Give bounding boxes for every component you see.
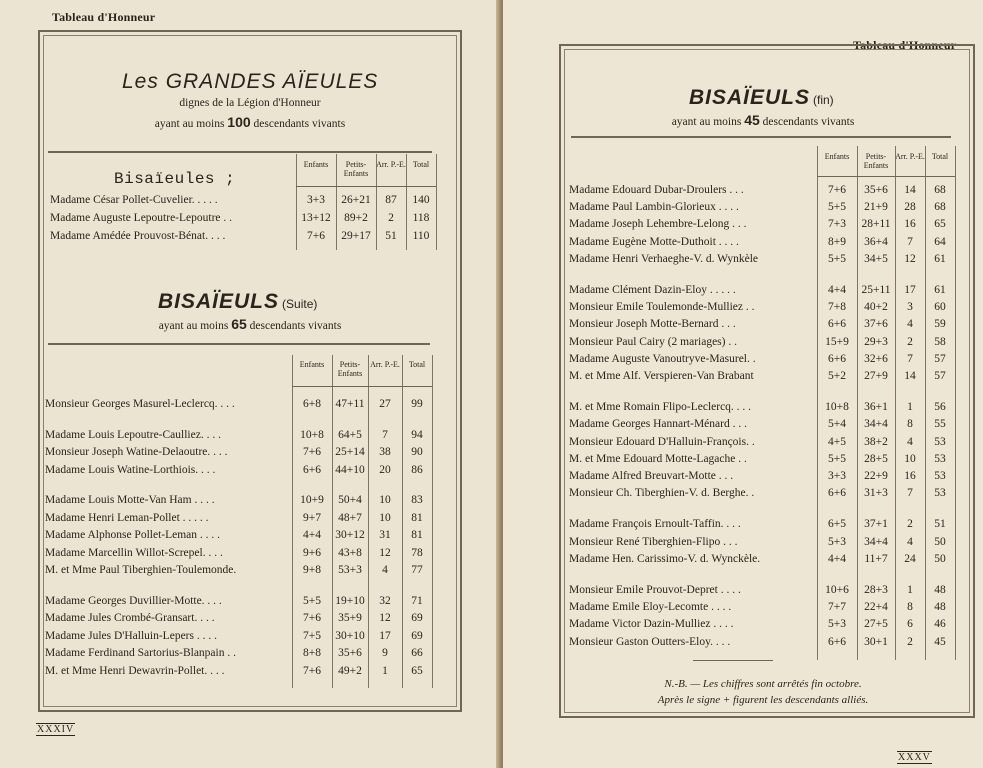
note-line-1: N.-B. — Les chiffres sont arrêtés fin octobre. bbox=[664, 678, 862, 690]
entry-petits: 89+2 bbox=[344, 212, 368, 224]
entry-petits: 64+5 bbox=[338, 428, 362, 441]
entry-name: Monsieur Joseph Motte-Bernard . . . bbox=[569, 318, 736, 331]
entry-total: 81 bbox=[411, 511, 423, 524]
entry-total: 68 bbox=[934, 184, 946, 196]
entry-arr: 7 bbox=[907, 235, 913, 248]
entry-name: M. et Mme Romain Flipo-Leclercq. . . . bbox=[569, 401, 752, 414]
entry-arr: 4 bbox=[382, 564, 388, 576]
entry-name: Monsieur Georges Masurel-Leclercq. . . . bbox=[45, 398, 235, 410]
table-row bbox=[0, 509, 432, 527]
section1-top-rule bbox=[48, 151, 432, 153]
table-row bbox=[503, 398, 955, 416]
entry-total: 60 bbox=[934, 301, 946, 314]
entry-arr: 17 bbox=[904, 284, 916, 296]
entry-arr: 6 bbox=[907, 618, 913, 631]
entry-name: Madame Louis Motte-Van Ham . . . . bbox=[45, 494, 215, 506]
entry-petits: 31+3 bbox=[864, 487, 888, 500]
entry-petits: 34+4 bbox=[864, 418, 888, 431]
entry-petits: 47+11 bbox=[335, 398, 365, 410]
entry-arr: 20 bbox=[379, 463, 391, 476]
entry-petits: 38+2 bbox=[864, 435, 888, 448]
entry-total: 99 bbox=[411, 398, 423, 410]
entry-arr: 12 bbox=[904, 252, 916, 265]
entry-enfants: 4+5 bbox=[828, 435, 846, 448]
entry-name: Monsieur Emile Prouvot-Depret . . . . bbox=[569, 584, 741, 596]
table-row bbox=[503, 633, 955, 651]
entry-name: Monsieur Ch. Tiberghien-V. d. Berghe. . bbox=[569, 487, 755, 500]
entry-enfants: 6+6 bbox=[828, 487, 846, 500]
table-row bbox=[503, 233, 955, 251]
entry-arr: 51 bbox=[385, 230, 397, 242]
entry-name: Madame Auguste Vanoutryve-Masurel. . bbox=[569, 352, 756, 365]
entry-arr: 7 bbox=[382, 428, 388, 441]
entry-enfants: 7+8 bbox=[828, 301, 846, 314]
entry-petits: 27+5 bbox=[864, 618, 888, 631]
entry-name: Madame Jules Crombé-Gransart. . . . bbox=[45, 612, 215, 624]
entry-name: Madame Louis Watine-Lorthiois. . . . bbox=[45, 463, 216, 476]
entry-name: Madame Amédée Prouvost-Bénat. . . . bbox=[50, 230, 226, 242]
entry-total: 64 bbox=[934, 235, 946, 248]
entry-enfants: 13+12 bbox=[301, 212, 331, 224]
entry-enfants: 5+5 bbox=[828, 201, 846, 214]
entry-petits: 22+4 bbox=[864, 601, 888, 614]
entry-name: M. et Mme Alf. Verspieren-Van Brabant bbox=[569, 370, 754, 382]
entry-enfants: 7+6 bbox=[828, 184, 846, 196]
entry-enfants: 3+3 bbox=[828, 470, 846, 482]
entry-name: Madame Louis Lepoutre-Caulliez. . . . bbox=[45, 428, 221, 441]
entry-enfants: 10+6 bbox=[825, 584, 849, 596]
entry-petits: 43+8 bbox=[338, 546, 362, 559]
entry-name: Madame César Pollet-Cuvelier. . . . . bbox=[50, 194, 218, 206]
entry-enfants: 10+9 bbox=[300, 494, 324, 506]
entry-petits: 48+7 bbox=[338, 511, 362, 524]
table-row bbox=[0, 526, 432, 544]
entry-petits: 34+4 bbox=[864, 535, 888, 548]
entry-total: 53 bbox=[934, 452, 946, 465]
table-row bbox=[503, 415, 955, 433]
table-row bbox=[0, 644, 432, 662]
entry-total: 48 bbox=[934, 601, 946, 614]
table-row bbox=[503, 550, 955, 568]
entry-arr: 17 bbox=[379, 629, 391, 642]
entry-petits: 29+3 bbox=[864, 335, 888, 348]
entry-name: Madame Ferdinand Sartorius-Blanpain . . bbox=[45, 647, 236, 659]
entry-name: Monsieur Edouard D'Halluin-François. . bbox=[569, 435, 755, 448]
entry-total: 45 bbox=[934, 635, 946, 648]
entry-total: 55 bbox=[934, 418, 946, 431]
entry-name: Madame Georges Hannart-Ménard . . . bbox=[569, 418, 747, 431]
entry-total: 57 bbox=[934, 352, 946, 365]
column-header-total: Total bbox=[412, 160, 430, 169]
entry-total: 86 bbox=[411, 463, 423, 476]
entry-enfants: 7+6 bbox=[303, 446, 321, 458]
entry-total: 81 bbox=[411, 529, 423, 541]
entry-name: Madame Hen. Carissimo-V. d. Wynckèle. bbox=[569, 552, 761, 565]
column-header-petits: Petits-Enfants bbox=[337, 360, 363, 378]
entry-petits: 53+3 bbox=[338, 564, 362, 576]
entry-total: 46 bbox=[934, 618, 946, 631]
column-header-enfants: Enfants bbox=[299, 360, 325, 369]
entry-arr: 2 bbox=[907, 518, 913, 531]
entry-name: Madame Clément Dazin-Eloy . . . . . bbox=[569, 284, 736, 296]
table-row bbox=[503, 281, 955, 299]
entry-enfants: 9+8 bbox=[303, 564, 321, 576]
entry-petits: 49+2 bbox=[338, 664, 362, 677]
entry-total: 90 bbox=[411, 446, 423, 458]
entry-petits: 44+10 bbox=[335, 463, 365, 476]
entry-enfants: 15+9 bbox=[825, 335, 849, 348]
column-header-arr: Arr. P.-E. bbox=[376, 160, 406, 169]
entry-total: 78 bbox=[411, 546, 423, 559]
entry-enfants: 7+5 bbox=[303, 629, 321, 642]
entry-name: Madame Marcellin Willot-Screpel. . . . bbox=[45, 546, 223, 559]
entry-petits: 37+6 bbox=[864, 318, 888, 331]
entry-arr: 3 bbox=[907, 301, 913, 314]
entry-enfants: 10+8 bbox=[825, 401, 849, 414]
table-row bbox=[0, 491, 432, 509]
entry-enfants: 5+5 bbox=[303, 594, 321, 607]
table-row bbox=[0, 662, 432, 680]
entry-enfants: 5+3 bbox=[828, 618, 846, 631]
entry-name: Madame Edouard Dubar-Droulers . . . bbox=[569, 184, 744, 196]
entry-total: 53 bbox=[934, 470, 946, 482]
entry-petits: 25+14 bbox=[335, 446, 365, 458]
table-row bbox=[503, 515, 955, 533]
header-rule bbox=[817, 176, 955, 177]
entry-petits: 30+10 bbox=[335, 629, 365, 642]
entry-arr: 9 bbox=[382, 647, 388, 659]
entry-arr: 31 bbox=[379, 529, 391, 541]
entry-name: M. et Mme Edouard Motte-Lagache . . bbox=[569, 452, 747, 465]
entry-arr: 1 bbox=[382, 664, 388, 677]
table-row bbox=[0, 609, 432, 627]
column-header-arr: Arr. P.-E. bbox=[370, 360, 400, 369]
bisaieuls-fin-title: BISAÏEULS (fin) bbox=[689, 86, 834, 109]
entry-arr: 14 bbox=[904, 184, 916, 196]
entry-petits: 35+6 bbox=[338, 647, 362, 659]
left-header: Tableau d'Honneur bbox=[52, 10, 156, 24]
header-rule bbox=[292, 386, 432, 387]
entry-total: 71 bbox=[411, 594, 423, 607]
entry-arr: 2 bbox=[388, 212, 394, 224]
table-row bbox=[0, 395, 432, 413]
entry-petits: 36+1 bbox=[864, 401, 888, 414]
entry-arr: 8 bbox=[907, 418, 913, 431]
entry-enfants: 6+6 bbox=[828, 318, 846, 331]
entry-enfants: 7+7 bbox=[828, 601, 846, 614]
bisaieules-heading: Bisaïeules ; bbox=[114, 170, 236, 188]
entry-total: 56 bbox=[934, 401, 946, 414]
column-header-enfants: Enfants bbox=[303, 160, 329, 169]
entry-total: 59 bbox=[934, 318, 946, 331]
note-rule bbox=[693, 660, 773, 661]
entry-arr: 2 bbox=[907, 335, 913, 348]
entry-arr: 38 bbox=[379, 446, 391, 458]
entry-arr: 8 bbox=[907, 601, 913, 614]
entry-arr: 10 bbox=[904, 452, 916, 465]
entry-name: Madame Henri Leman-Pollet . . . . . bbox=[45, 511, 209, 524]
entry-enfants: 7+6 bbox=[303, 664, 321, 677]
entry-total: 65 bbox=[411, 664, 423, 677]
entry-petits: 19+10 bbox=[335, 594, 365, 607]
table-row bbox=[503, 615, 955, 633]
table-row bbox=[503, 350, 955, 368]
entry-name: Madame Georges Duvillier-Motte. . . . bbox=[45, 594, 222, 607]
entry-enfants: 3+3 bbox=[307, 194, 325, 206]
entry-petits: 34+5 bbox=[864, 252, 888, 265]
entry-enfants: 4+4 bbox=[303, 529, 321, 541]
table-row bbox=[0, 627, 432, 645]
column-rule bbox=[432, 355, 433, 688]
table-row bbox=[503, 581, 955, 599]
entry-arr: 14 bbox=[904, 370, 916, 382]
entry-petits: 50+4 bbox=[338, 494, 362, 506]
entry-enfants: 6+6 bbox=[828, 635, 846, 648]
entry-name: Madame Alphonse Pollet-Leman . . . . bbox=[45, 529, 221, 541]
entry-arr: 28 bbox=[904, 201, 916, 214]
entry-name: Madame Joseph Lehembre-Lelong . . . bbox=[569, 218, 747, 231]
table-row bbox=[0, 544, 432, 562]
entry-petits: 21+9 bbox=[864, 201, 888, 214]
entry-name: Madame Jules D'Halluin-Lepers . . . . bbox=[45, 629, 217, 642]
table-row bbox=[503, 467, 955, 485]
table-row bbox=[503, 598, 955, 616]
table-row bbox=[503, 533, 955, 551]
right-page bbox=[503, 0, 983, 768]
column-rule bbox=[955, 146, 956, 660]
entry-total: 58 bbox=[934, 335, 946, 348]
entry-arr: 87 bbox=[385, 194, 397, 206]
entry-total: 65 bbox=[934, 218, 946, 231]
header-rule bbox=[296, 186, 436, 187]
entry-name: Madame Henri Verhaeghe-V. d. Wynkèle bbox=[569, 252, 758, 265]
right-page-number: XXXV bbox=[898, 752, 931, 763]
entry-petits: 40+2 bbox=[864, 301, 888, 314]
table-row bbox=[0, 443, 432, 461]
grandes-aieules-title: Les GRANDES AÏEULES bbox=[122, 70, 379, 93]
entry-petits: 36+4 bbox=[864, 235, 888, 248]
entry-enfants: 6+6 bbox=[303, 463, 321, 476]
column-header-petits: Petits-Enfants bbox=[343, 160, 369, 178]
entry-total: 118 bbox=[412, 212, 430, 224]
entry-name: M. et Mme Paul Tiberghien-Toulemonde. bbox=[45, 564, 237, 576]
entry-petits: 11+7 bbox=[864, 552, 888, 565]
entry-arr: 16 bbox=[904, 470, 916, 482]
entry-enfants: 6+6 bbox=[828, 352, 846, 365]
entry-name: Madame Victor Dazin-Mulliez . . . . bbox=[569, 618, 734, 631]
entry-arr: 12 bbox=[379, 612, 391, 624]
entry-arr: 4 bbox=[907, 318, 913, 331]
table-row bbox=[503, 198, 955, 216]
note-line-2: Après le signe + figurent les descendants alliés. bbox=[657, 694, 869, 706]
entry-petits: 28+5 bbox=[864, 452, 888, 465]
table-row bbox=[503, 333, 955, 351]
entry-arr: 32 bbox=[379, 594, 391, 607]
entry-petits: 35+6 bbox=[864, 184, 888, 196]
grandes-aieules-subtitle-1: dignes de la Légion d'Honneur bbox=[179, 97, 321, 109]
entry-petits: 28+3 bbox=[864, 584, 888, 596]
table-row bbox=[503, 181, 955, 199]
table-row bbox=[0, 592, 432, 610]
entry-arr: 1 bbox=[907, 584, 913, 596]
column-header-total: Total bbox=[408, 360, 426, 369]
entry-enfants: 5+4 bbox=[828, 418, 846, 431]
table-row bbox=[503, 367, 955, 385]
entry-arr: 4 bbox=[907, 535, 913, 548]
entry-total: 57 bbox=[934, 370, 946, 382]
entry-petits: 29+17 bbox=[341, 230, 371, 242]
entry-total: 50 bbox=[934, 552, 946, 565]
entry-arr: 7 bbox=[907, 352, 913, 365]
entry-arr: 24 bbox=[904, 552, 916, 565]
table-row bbox=[503, 250, 955, 268]
entry-name: Madame Paul Lambin-Glorieux . . . . bbox=[569, 201, 739, 214]
table-row bbox=[503, 484, 955, 502]
entry-petits: 27+9 bbox=[864, 370, 888, 382]
entry-total: 110 bbox=[412, 230, 430, 242]
entry-enfants: 7+6 bbox=[307, 230, 325, 242]
table-row bbox=[0, 191, 436, 209]
entry-enfants: 9+7 bbox=[303, 511, 321, 524]
entry-name: Madame François Ernoult-Taffin. . . . bbox=[569, 518, 741, 531]
entry-total: 51 bbox=[934, 518, 946, 531]
entry-petits: 26+21 bbox=[341, 194, 371, 206]
entry-total: 53 bbox=[934, 435, 946, 448]
entry-enfants: 5+5 bbox=[828, 452, 846, 465]
entry-arr: 1 bbox=[907, 401, 913, 414]
entry-total: 53 bbox=[934, 487, 946, 500]
entry-total: 69 bbox=[411, 629, 423, 642]
entry-name: M. et Mme Henri Dewavrin-Pollet. . . . bbox=[45, 664, 225, 677]
entry-enfants: 8+9 bbox=[828, 235, 846, 248]
entry-total: 77 bbox=[411, 564, 423, 576]
entry-name: Monsieur Paul Cairy (2 mariages) . . bbox=[569, 335, 737, 348]
right-header: Tableau d'Honneur bbox=[853, 38, 957, 52]
entry-petits: 25+11 bbox=[861, 284, 891, 296]
table-row bbox=[0, 209, 436, 227]
table-row bbox=[0, 426, 432, 444]
entry-enfants: 4+4 bbox=[828, 284, 846, 296]
entry-arr: 10 bbox=[379, 494, 391, 506]
table-row bbox=[503, 433, 955, 451]
bisaieuls-suite-subtitle: ayant au moins 65 descendants vivants bbox=[158, 316, 342, 332]
entry-total: 61 bbox=[934, 252, 946, 265]
entry-enfants: 7+3 bbox=[828, 218, 846, 231]
left-page-number: XXXIV bbox=[37, 724, 75, 735]
entry-total: 69 bbox=[411, 612, 423, 624]
right-table-top-rule bbox=[571, 136, 951, 138]
entry-arr: 27 bbox=[379, 398, 391, 410]
entry-name: Monsieur Emile Toulemonde-Mulliez . . bbox=[569, 301, 755, 314]
column-header-petits: Petits-Enfants bbox=[863, 152, 889, 170]
entry-petits: 22+9 bbox=[864, 470, 888, 482]
entry-enfants: 5+5 bbox=[828, 252, 846, 265]
entry-arr: 7 bbox=[907, 487, 913, 500]
entry-arr: 16 bbox=[904, 218, 916, 231]
entry-petits: 37+1 bbox=[864, 518, 888, 531]
entry-enfants: 7+6 bbox=[303, 612, 321, 624]
entry-enfants: 10+8 bbox=[300, 428, 324, 441]
entry-petits: 28+11 bbox=[861, 218, 891, 231]
entry-name: Madame Eugène Motte-Duthoit . . . . bbox=[569, 235, 739, 248]
entry-arr: 4 bbox=[907, 435, 913, 448]
table-row bbox=[503, 298, 955, 316]
table-row bbox=[503, 315, 955, 333]
entry-arr: 12 bbox=[379, 546, 391, 559]
entry-petits: 30+12 bbox=[335, 529, 365, 541]
column-rule bbox=[436, 154, 437, 250]
column-header-arr: Arr. P.-E. bbox=[895, 152, 925, 161]
entry-enfants: 6+8 bbox=[303, 398, 321, 410]
entry-total: 68 bbox=[934, 201, 946, 214]
entry-enfants: 6+5 bbox=[828, 518, 846, 531]
entry-petits: 35+9 bbox=[338, 612, 362, 624]
entry-name: Monsieur Joseph Watine-Delaoutre. . . . bbox=[45, 446, 228, 458]
entry-arr: 10 bbox=[379, 511, 391, 524]
table-row bbox=[0, 561, 432, 579]
table-row bbox=[0, 227, 436, 245]
entry-total: 50 bbox=[934, 535, 946, 548]
entry-total: 61 bbox=[934, 284, 946, 296]
entry-total: 48 bbox=[934, 584, 946, 596]
entry-petits: 30+1 bbox=[864, 635, 888, 648]
grandes-aieules-subtitle-2: ayant au moins 100 descendants vivants bbox=[154, 114, 346, 130]
entry-enfants: 8+8 bbox=[303, 647, 321, 659]
entry-name: Madame Alfred Breuvart-Motte . . . bbox=[569, 470, 734, 482]
column-header-total: Total bbox=[931, 152, 949, 161]
entry-enfants: 9+6 bbox=[303, 546, 321, 559]
entry-arr: 2 bbox=[907, 635, 913, 648]
entry-enfants: 4+4 bbox=[828, 552, 846, 565]
entry-petits: 32+6 bbox=[864, 352, 888, 365]
entry-name: Madame Emile Eloy-Lecomte . . . . bbox=[569, 601, 732, 614]
table-row bbox=[503, 215, 955, 233]
table-row bbox=[503, 450, 955, 468]
section2-top-rule bbox=[48, 343, 430, 345]
bisaieuls-fin-subtitle: ayant au moins 45 descendants vivants bbox=[671, 112, 855, 128]
entry-total: 94 bbox=[411, 428, 423, 441]
entry-total: 66 bbox=[411, 647, 423, 659]
bisaieuls-suite-title: BISAÏEULS (Suite) bbox=[158, 290, 318, 313]
entry-total: 83 bbox=[411, 494, 423, 506]
entry-total: 140 bbox=[412, 194, 430, 206]
column-header-enfants: Enfants bbox=[824, 152, 850, 161]
entry-name: Monsieur Gaston Outters-Eloy. . . . bbox=[569, 635, 731, 648]
table-row bbox=[0, 461, 432, 479]
entry-name: Madame Auguste Lepoutre-Lepoutre . . bbox=[50, 212, 233, 224]
entry-enfants: 5+2 bbox=[828, 370, 846, 382]
entry-name: Monsieur René Tiberghien-Flipo . . . bbox=[569, 535, 738, 548]
entry-enfants: 5+3 bbox=[828, 535, 846, 548]
